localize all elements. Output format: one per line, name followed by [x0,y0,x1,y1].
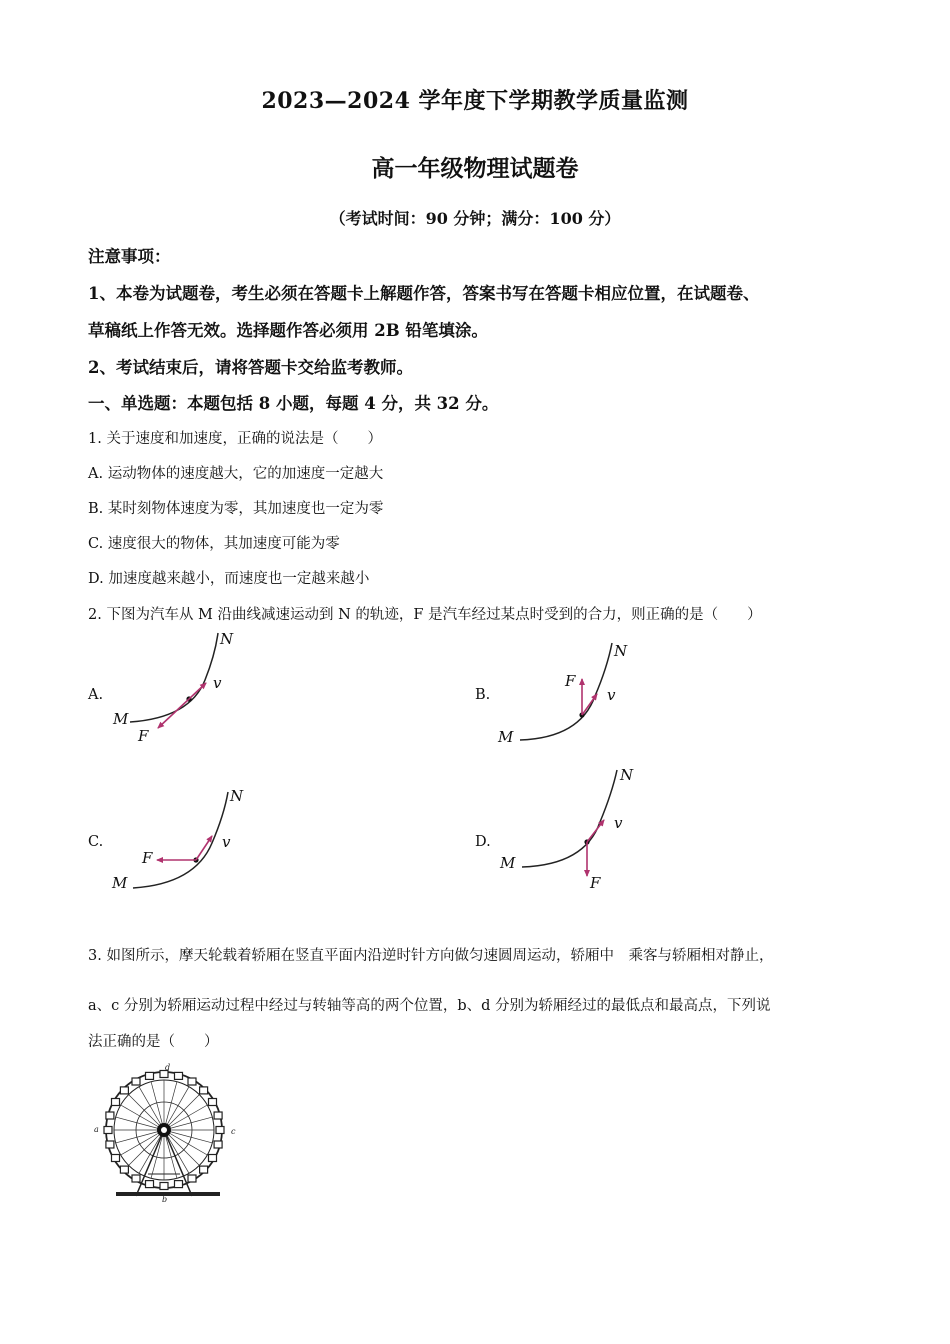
cabin [146,1072,154,1079]
cabin [104,1127,112,1134]
q2-diagram-b [497,642,628,746]
label-f-d: F [590,874,601,892]
spoke [164,1130,212,1143]
cabin [146,1181,154,1188]
ferris-wheel-figure [88,1062,248,1202]
cabin [106,1112,114,1119]
q3-line-3: 法正确的是（ ） [88,1034,219,1050]
label-v-d: v [614,814,623,832]
label-n-b: N [614,642,628,660]
ferris-wheel [104,1071,224,1197]
cabin [132,1078,140,1085]
cabin [214,1112,222,1119]
section-1-heading: 一、单选题：本题包括 8 小题，每题 4 分，共 32 分。 [88,394,499,413]
velocity-arrow-d [587,820,604,842]
exam-info: （考试时间：90 分钟；满分：100 分） [329,209,621,228]
trajectory-curve-c [133,792,228,888]
cabin [188,1175,196,1182]
cabin [174,1181,182,1188]
q1-option-b: B. 某时刻物体速度为零，其加速度也一定为零 [88,501,384,517]
q2-stem: 2. 下图为汽车从 M 沿曲线减速运动到 N 的轨迹，F 是汽车经过某点时受到的合力，则正确的是（ ） [88,607,762,623]
notice-item-2: 2、考试结束后，请将答题卡交给监考教师。 [88,358,413,377]
spoke [116,1130,164,1143]
cabin [208,1155,216,1162]
q1-stem: 1. 关于速度和加速度，正确的说法是（ ） [88,431,382,447]
q2-option-d-label: D. [475,834,491,850]
cabin [120,1087,128,1094]
cabin [120,1166,128,1173]
q2-diagram-c [111,787,244,892]
q1-option-c: C. 速度很大的物体，其加速度可能为零 [88,536,340,552]
q3-line-2: a、c 分别为轿厢运动过程中经过与转轴等高的两个位置，b、d 分别为轿厢经过的最低点和最高点，下列说 [88,998,771,1014]
spoke [116,1117,164,1130]
exam-title: 2023—2024 学年度下学期教学质量监测 [261,88,689,114]
trajectory-curve-b [520,643,612,740]
label-v-c: v [222,833,231,851]
cabin [200,1087,208,1094]
spoke [151,1082,164,1130]
label-f-a: F [138,727,149,745]
label-m-d: M [500,854,516,872]
q2-option-c-label: C. [88,834,104,850]
cabin [112,1155,120,1162]
force-arrow-a [158,699,189,728]
q2-option-a-label: A. [88,687,104,703]
trajectory-curve-d [522,770,617,867]
cabin [112,1099,120,1106]
q2-diagram-d [499,766,634,892]
label-n-c: N [230,787,244,805]
label-f-b: F [565,672,576,690]
exam-subtitle: 高一年级物理试题卷 [371,155,579,182]
label-n-d: N [620,766,634,784]
q1-option-a: A. 运动物体的速度越大，它的加速度一定越大 [88,466,384,482]
cabin [214,1141,222,1148]
label-c: c [231,1127,236,1136]
cabin [188,1078,196,1085]
spoke [164,1117,212,1130]
label-m-c: M [112,874,128,892]
trajectory-curve-a [130,633,218,722]
label-v-b: v [607,686,616,704]
notice-item-1-line-2: 草稿纸上作答无效。选择题作答必须用 2B 铅笔填涂。 [88,321,488,340]
cabin [160,1183,168,1190]
label-a: a [94,1125,99,1134]
q2-option-b-label: B. [475,687,491,703]
cabin [208,1099,216,1106]
notice-heading: 注意事项： [88,247,171,266]
label-b: b [162,1195,168,1204]
label-m-b: M [498,728,514,746]
spoke [164,1082,177,1130]
velocity-arrow-b [582,694,597,715]
q1-option-d: D. 加速度越来越小，而速度也一定越来越小 [88,571,370,587]
velocity-arrow-a [189,683,206,699]
label-f-c: F [142,849,153,867]
cabin [174,1072,182,1079]
label-v-a: v [213,674,222,692]
notice-item-1-line-1: 1、本卷为试题卷，考生必须在答题卡上解题作答，答案书写在答题卡相应位置，在试题卷、 [88,284,760,303]
cabin [200,1166,208,1173]
label-d: d [165,1063,171,1072]
q3-line-1: 3. 如图所示，摩天轮载着轿厢在竖直平面内沿逆时针方向做匀速圆周运动，轿厢中 乘客与轿厢相对静止， [88,948,774,964]
q2-diagram-a [112,630,234,745]
cabin [106,1141,114,1148]
cabin [132,1175,140,1182]
label-m-a: M [113,710,129,728]
label-n-a: N [220,630,234,648]
cabin [216,1127,224,1134]
wheel-base [116,1192,220,1196]
